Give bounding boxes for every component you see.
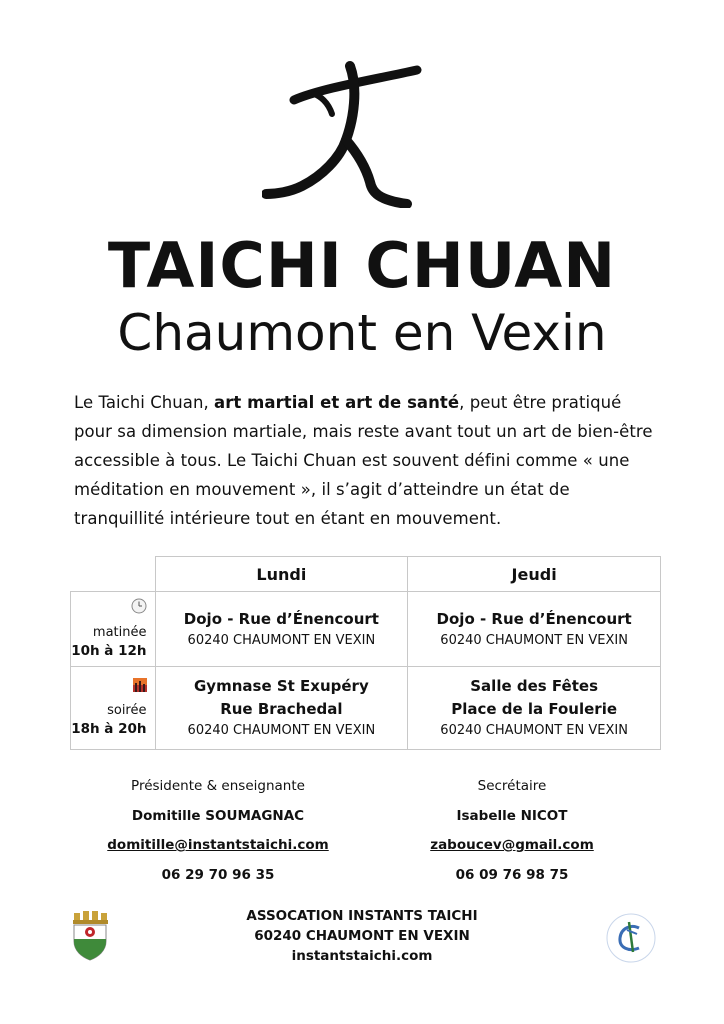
location-city: 60240 CHAUMONT EN VEXIN [187, 723, 376, 738]
contact-secretary [362, 772, 662, 890]
day-header-jeudi: Jeudi [408, 557, 661, 592]
slot-evening [71, 667, 156, 750]
location-name: Dojo - Rue d’Énencourt [436, 609, 632, 628]
contact-president [68, 772, 368, 890]
slot-evening-label: soirée [107, 702, 147, 718]
location-city: 60240 CHAUMONT EN VEXIN [187, 632, 376, 648]
contact-name: Domitille SOUMAGNAC [131, 807, 305, 824]
schedule-row-evening [71, 667, 661, 750]
schedule-corner [71, 557, 156, 592]
association-logo-icon [605, 912, 657, 964]
cell-lundi-morning [155, 592, 408, 667]
contact-role: Secrétaire [477, 778, 547, 794]
contact-email-link[interactable]: domitille@instantstaichi.com [107, 837, 329, 853]
location-street: Rue Brachedal [220, 700, 343, 718]
page-title: TAICHI CHUAN [107, 229, 617, 302]
contact-phone: 06 29 70 96 35 [161, 866, 275, 883]
contact-phone: 06 09 76 98 75 [455, 866, 569, 883]
location-name: Dojo - Rue d’Énencourt [183, 609, 379, 628]
cell-lundi-evening [155, 667, 408, 750]
schedule-header-row [71, 557, 661, 592]
contact-email-link[interactable]: zaboucev@gmail.com [430, 837, 594, 853]
slot-evening-hours: 18h à 20h [71, 720, 147, 737]
intro-bold: art martial et art de santé [214, 393, 460, 412]
location-city: 60240 CHAUMONT EN VEXIN [440, 632, 628, 648]
contact-name: Isabelle NICOT [456, 807, 568, 824]
footer-website-link[interactable]: instantstaichi.com [291, 948, 433, 964]
sunset-icon [133, 678, 147, 692]
intro-paragraph [74, 388, 660, 533]
footer-association: ASSOCATION INSTANTS TAICHI [246, 908, 478, 924]
day-header-lundi: Lundi [155, 557, 408, 592]
brush-figure-logo-icon [262, 58, 422, 208]
location-city: 60240 CHAUMONT EN VEXIN [440, 723, 628, 738]
cell-jeudi-evening [408, 667, 661, 750]
slot-morning [71, 592, 156, 667]
clock-icon [131, 598, 147, 614]
schedule-table [70, 556, 661, 750]
slot-morning-label: matinée [92, 624, 147, 640]
contact-role: Présidente & enseignante [131, 778, 305, 794]
location-name: Gymnase St Exupéry [194, 677, 369, 695]
location-name: Salle des Fêtes [470, 677, 598, 695]
footer-address: 60240 CHAUMONT EN VEXIN [254, 928, 470, 944]
page-subtitle: Chaumont en Vexin [117, 304, 607, 362]
intro-text-1: Le Taichi Chuan, [74, 393, 215, 412]
cell-jeudi-morning [408, 592, 661, 667]
slot-morning-hours: 10h à 12h [71, 642, 147, 659]
intro-text-2: , peut être pratiqué pour sa dimension martiale, mais reste avant tout un art de bien-être accessible à tous. Le Taichi Chuan est souvent défini comme « une méditation en mouvement », il s’agit d’atteindre un état de tranquillité intérieure tout en étant en mouvement. [74, 393, 653, 528]
schedule-row-morning [71, 592, 661, 667]
location-street: Place de la Foulerie [451, 700, 618, 718]
